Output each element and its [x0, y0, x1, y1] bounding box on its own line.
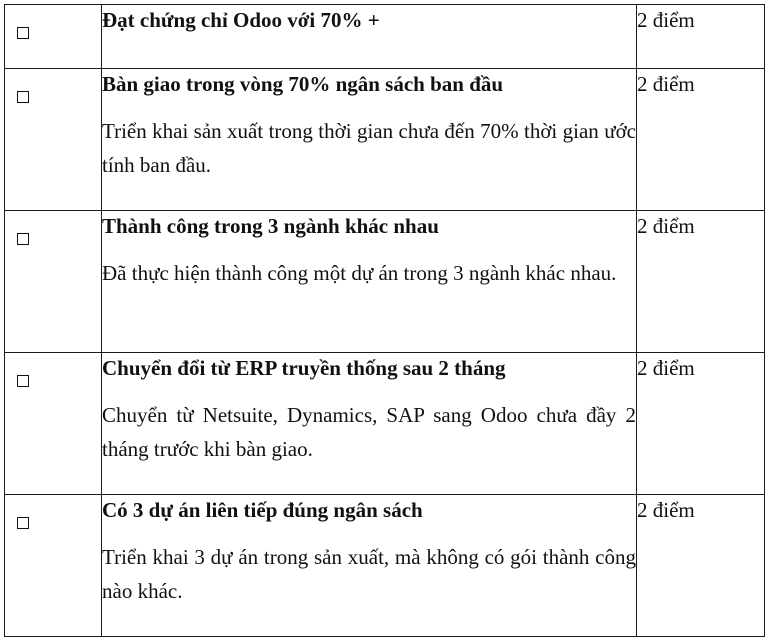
table-row [5, 5, 765, 69]
criterion-description: Triển khai sản xuất trong thời gian chưa đến 70% thời gian ước tính ban đầu. [102, 119, 636, 177]
criteria-table [4, 4, 765, 637]
table-row [5, 69, 765, 211]
checkbox[interactable] [17, 517, 29, 529]
points-cell: 2 điểm [637, 211, 765, 353]
criterion-description: Đã thực hiện thành công một dự án trong 3 ngành khác nhau. [102, 261, 617, 285]
criterion-title: Bàn giao trong vòng 70% ngân sách ban đầu [102, 72, 504, 96]
checkbox-cell [5, 211, 102, 353]
checkbox-cell [5, 495, 102, 637]
points-cell: 2 điểm [637, 5, 765, 69]
criterion-cell [102, 495, 637, 637]
points-cell: 2 điểm [637, 353, 765, 495]
criterion-title: Có 3 dự án liên tiếp đúng ngân sách [102, 498, 423, 522]
criterion-cell [102, 69, 637, 211]
criterion-cell [102, 353, 637, 495]
checkbox-cell [5, 69, 102, 211]
table-row [5, 353, 765, 495]
table-row [5, 495, 765, 637]
criterion-description: Triển khai 3 dự án trong sản xuất, mà không có gói thành công nào khác. [102, 545, 636, 603]
criterion-description: Chuyển từ Netsuite, Dynamics, SAP sang Odoo chưa đầy 2 tháng trước khi bàn giao. [102, 403, 636, 461]
checkbox[interactable] [17, 91, 29, 103]
criterion-title: Chuyển đổi từ ERP truyền thống sau 2 tháng [102, 356, 506, 380]
criterion-title: Đạt chứng chỉ Odoo với 70% + [102, 8, 380, 32]
criterion-cell [102, 211, 637, 353]
points-cell: 2 điểm [637, 69, 765, 211]
checkbox[interactable] [17, 375, 29, 387]
checkbox-cell [5, 5, 102, 69]
checkbox[interactable] [17, 233, 29, 245]
criterion-title: Thành công trong 3 ngành khác nhau [102, 214, 439, 238]
table-row [5, 211, 765, 353]
criterion-cell [102, 5, 637, 69]
points-cell: 2 điểm [637, 495, 765, 637]
checkbox-cell [5, 353, 102, 495]
checkbox[interactable] [17, 27, 29, 39]
